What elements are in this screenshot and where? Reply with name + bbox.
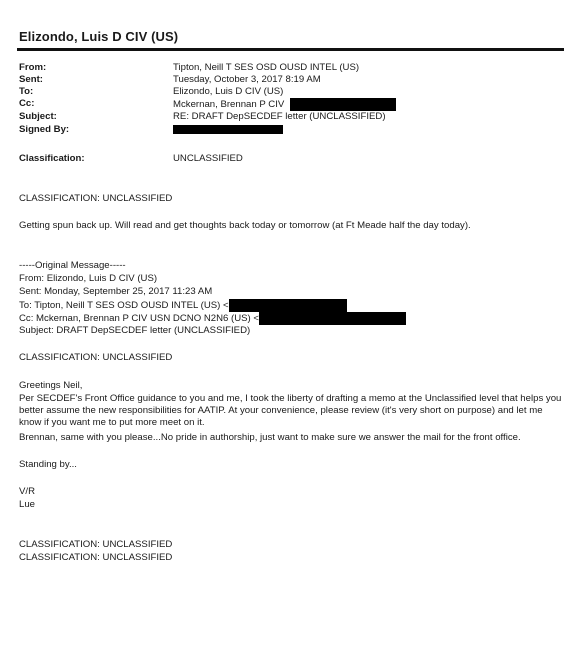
signature: Lue <box>19 499 36 510</box>
orig-subject: Subject: DRAFT DepSECDEF letter (UNCLASSIFIED) <box>19 325 251 336</box>
to-value: Elizondo, Luis D CIV (US) <box>173 86 284 97</box>
reply-text: Getting spun back up. Will read and get thoughts back today or tomorrow (at Ft Meade half the day today). <box>19 220 471 231</box>
orig-cc-redaction-bar <box>259 312 406 325</box>
original-message-marker: -----Original Message----- <box>19 260 126 271</box>
from-value: Tipton, Neill T SES OSD OUSD INTEL (US) <box>173 62 360 73</box>
header-rule <box>17 48 564 51</box>
sender-name-heading: Elizondo, Luis D CIV (US) <box>19 29 179 44</box>
orig-cc: Cc: Mckernan, Brennan P CIV USN DCNO N2N6 (US) < <box>19 312 260 324</box>
cc-value <box>173 98 396 111</box>
orig-to-redaction-bar <box>229 299 347 312</box>
cc-redaction-bar <box>290 98 396 111</box>
signed-by-redaction-bar <box>173 125 283 134</box>
standing-by: Standing by... <box>19 459 77 470</box>
sent-label: Sent: <box>19 74 43 85</box>
signed-by-value <box>173 124 283 136</box>
orig-cc-line <box>19 312 406 325</box>
from-label: From: <box>19 62 47 73</box>
subject-label: Subject: <box>19 111 57 122</box>
classification-banner-bottom-1: CLASSIFICATION: UNCLASSIFIED <box>19 539 173 550</box>
body-paragraph-1: Per SECDEF's Front Office guidance to you and me, I took the liberty of drafting a memo at the Unclassified level that helps you better assume the new responsibilities for AATIP. At your convenience, please review (it's very short on purpose) and let me know if you want me to put more meet on it. <box>19 393 562 428</box>
orig-to-line <box>19 299 347 312</box>
classification-banner-middle: CLASSIFICATION: UNCLASSIFIED <box>19 352 173 363</box>
classification-banner-bottom-2: CLASSIFICATION: UNCLASSIFIED <box>19 552 173 563</box>
classification-label: Classification: <box>19 153 85 164</box>
signed-by-label: Signed By: <box>19 124 70 135</box>
subject-value: RE: DRAFT DepSECDEF letter (UNCLASSIFIED) <box>173 111 386 122</box>
orig-sent: Sent: Monday, September 25, 2017 11:23 AM <box>19 286 213 297</box>
signoff: V/R <box>19 486 35 497</box>
sent-value: Tuesday, October 3, 2017 8:19 AM <box>173 74 321 85</box>
orig-to: To: Tipton, Neill T SES OSD OUSD INTEL (US) < <box>19 299 229 311</box>
body-paragraph-2: Brennan, same with you please...No pride in authorship, just want to make sure we answer the mail for the front office. <box>19 432 521 443</box>
classification-value: UNCLASSIFIED <box>173 153 243 164</box>
orig-from: From: Elizondo, Luis D CIV (US) <box>19 273 158 284</box>
greeting: Greetings Neil, <box>19 380 83 391</box>
cc-value-text: Mckernan, Brennan P CIV <box>173 99 285 111</box>
classification-banner-top: CLASSIFICATION: UNCLASSIFIED <box>19 193 173 204</box>
to-label: To: <box>19 86 34 97</box>
cc-label: Cc: <box>19 98 35 109</box>
